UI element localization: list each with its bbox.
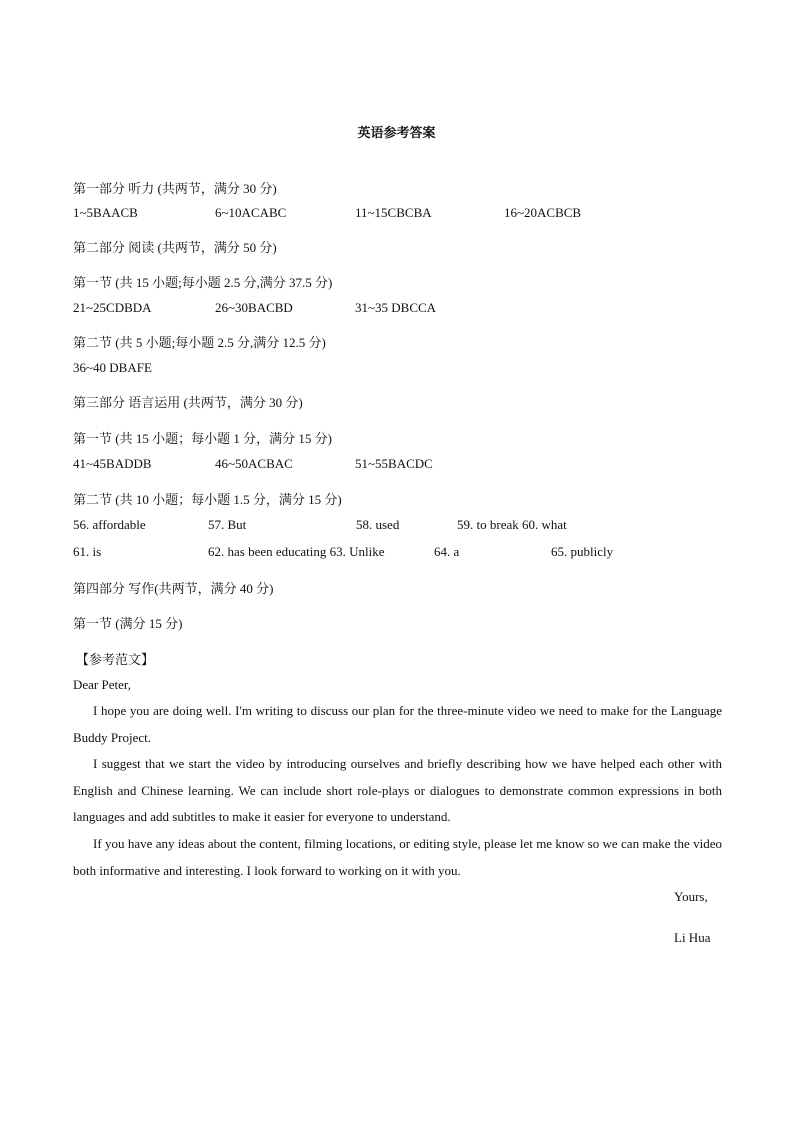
answer-group: 36~40 DBAFE: [73, 360, 152, 375]
answer-group: 41~45BADDB: [73, 456, 152, 471]
answer-group: 21~25CDBDA: [73, 300, 152, 315]
answer-item: 62. has been educating 63. Unlike: [208, 544, 385, 559]
sample-label: 【参考范文】: [76, 652, 155, 667]
part1-answers: [73, 205, 733, 223]
answer-group: 16~20ACBCB: [504, 205, 582, 220]
answer-group: 1~5BAACB: [73, 205, 138, 220]
part1-heading: 第一部分 听力 (共两节，满分 30 分): [73, 181, 277, 196]
answer-item: 56. affordable: [73, 517, 146, 532]
letter-closing: Yours,: [674, 889, 708, 904]
part3-section2-row1: [73, 517, 733, 535]
answer-item: 61. is: [73, 544, 102, 559]
answer-group: 11~15CBCBA: [355, 205, 432, 220]
answer-group: 46~50ACBAC: [215, 456, 293, 471]
answer-group: 51~55BACDC: [355, 456, 433, 471]
answer-item: 57. But: [208, 517, 247, 532]
answer-item: 59. to break 60. what: [457, 517, 567, 532]
answer-group: 31~35 DBCCA: [355, 300, 437, 315]
part2-section1-heading: 第一节 (共 15 小题;每小题 2.5 分,满分 37.5 分): [73, 275, 333, 290]
answer-item: 65. publicly: [551, 544, 614, 559]
answer-group: 26~30BACBD: [215, 300, 293, 315]
part3-section2-heading: 第二节 (共 10 小题；每小题 1.5 分，满分 15 分): [73, 492, 342, 507]
part2-heading: 第二部分 阅读 (共两节，满分 50 分): [73, 240, 277, 255]
part3-section1-answers: [73, 456, 733, 474]
letter-paragraph: I hope you are doing well. I'm writing to discuss our plan for the three-minute video we need to make for the Language Buddy Project.: [73, 703, 722, 745]
part4-heading: 第四部分 写作(共两节，满分 40 分): [73, 581, 274, 596]
letter-salutation: Dear Peter,: [73, 677, 131, 692]
page-title: 英语参考答案: [357, 125, 436, 140]
part2-section2-heading: 第二节 (共 5 小题;每小题 2.5 分,满分 12.5 分): [73, 335, 326, 350]
part3-heading: 第三部分 语言运用 (共两节，满分 30 分): [73, 395, 303, 410]
part3-section2-row2: [73, 544, 733, 562]
part2-section1-answers: [73, 300, 733, 318]
part2-section2-answers: [73, 360, 733, 378]
part3-section1-heading: 第一节 (共 15 小题；每小题 1 分，满分 15 分): [73, 431, 332, 446]
letter-paragraph: I suggest that we start the video by introducing ourselves and briefly describing how we have helped each other with English and Chinese learning. We can include short role-plays or dialogues to demonstrate common expressions in both languages and add subtitles to make it easier for everyone to understand.: [73, 756, 722, 825]
part4-section1-heading: 第一节 (满分 15 分): [73, 616, 183, 631]
answer-group: 6~10ACABC: [215, 205, 287, 220]
letter-paragraph: If you have any ideas about the content, filming locations, or editing style, please let me know so we can make the video both informative and interesting. I look forward to working on it with you.: [73, 836, 722, 878]
letter-signature: Li Hua: [674, 930, 711, 945]
answer-item: 64. a: [434, 544, 460, 559]
answer-item: 58. used: [356, 517, 400, 532]
